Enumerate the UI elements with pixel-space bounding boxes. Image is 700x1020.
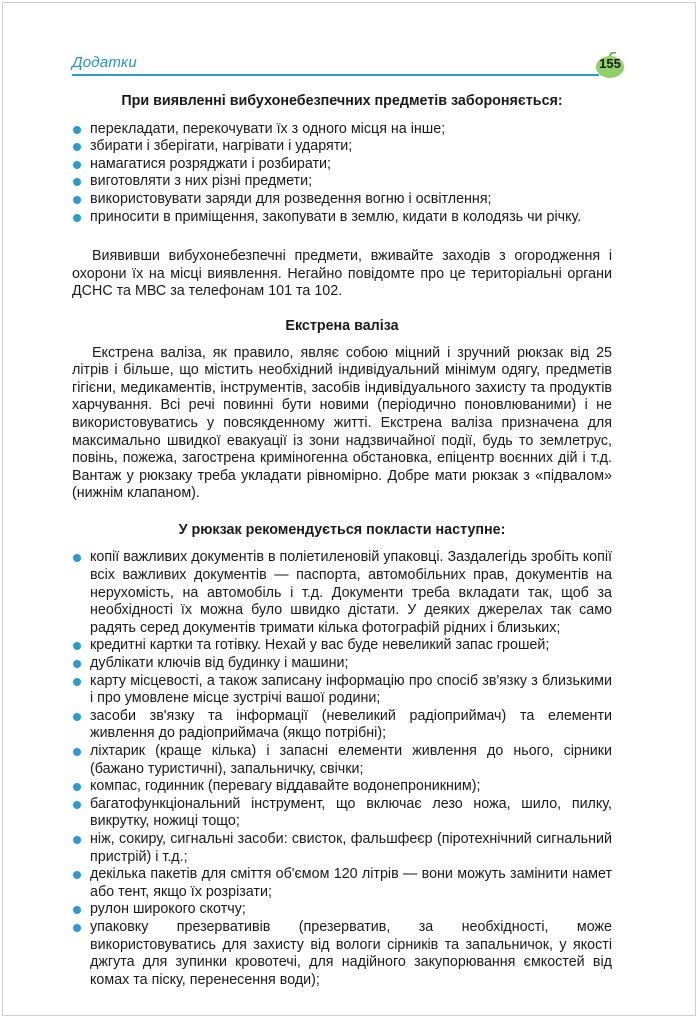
bullet-icon (73, 642, 81, 650)
bullet-icon (73, 748, 81, 756)
list-item: рулон широкого скотчу; (72, 901, 612, 919)
list-item: кредитні картки та готівку. Нехай у вас буде невеликий запас грошей; (72, 637, 612, 655)
bullet-icon (73, 678, 81, 686)
bullet-icon (73, 801, 81, 809)
list-item: ліхтарик (краще кілька) і запасні елементи живлення до нього, сірники (бажано туристичні), запальничку, свічки; (72, 743, 612, 778)
list-item: збирати і зберігати, нагрівати і ударяти; (72, 138, 612, 156)
page-header (72, 52, 625, 78)
list-item: перекладати, перекочувати їх з одного місця на інше; (72, 121, 612, 139)
bullet-icon (73, 924, 81, 932)
section-label: Додатки (72, 54, 137, 71)
bullet-icon (73, 906, 81, 914)
backpack-list (72, 549, 612, 989)
list-item: упаковку презервативів (презерватив, за необхідності, може використовуватись для захисту від вологи сірників та запальничок, у якості джгута для зупинки кровотечі, для надійного закупорювання ємкостей від комах та піску, перенесення води); (72, 919, 612, 989)
bullet-icon (73, 713, 81, 721)
bullet-icon (73, 143, 81, 151)
bullet-icon (73, 871, 81, 879)
bullet-icon (73, 554, 81, 562)
bullet-icon (73, 161, 81, 169)
backpack-heading: У рюкзак рекомендується покласти наступне: (178, 521, 506, 538)
list-item: ніж, сокиру, сигнальні засоби: свисток, фальшфеєр (піротехнічний сигнальний пристрій) і т.д.; (72, 831, 612, 866)
list-item: намагатися розряджати і розбирати; (72, 156, 612, 174)
list-item: копії важливих документів в поліетиленовій упаковці. Заздалегідь зробіть копії всіх важливих документів — паспорта, автомобільних прав, документів на нерухомість, на автомобіль і т.д. Документи треба вкладати так, щоб за необхідності їх можна було швидко дістати. У деяких джерелах так само радять серед документів тримати кілька фотографій рідних і близьких; (72, 549, 612, 637)
bullet-icon (73, 836, 81, 844)
suitcase-heading: Екстрена валіза (285, 317, 399, 334)
header-rule (72, 74, 599, 76)
page-content (72, 93, 612, 989)
page-number: 155 (599, 56, 621, 71)
suitcase-paragraph: Екстрена валіза, як правило, являє собою міцний і зручний рюкзак від 25 літрів і більше, що містить необхідний індивідуальний мінімум одягу, предметів гігієни, медикаментів, інструментів, засобів індивідуального захисту та продуктів харчування. Всі речі повинні бути новими (періодично поновлюваними) і не використовуватись у повсякденному житті. Екстрена валіза призначена для максимально швидкої евакуації із зони надзвичайної події, будь то землетрус, повінь, пожежа, загострена криміногенна обстановка, епіцентр воєнних дій і т.д. Вантаж у рюкзаку треба укладати рівномірно. Добре мати рюкзак з «підвалом» (нижнім клапаном). (72, 344, 612, 502)
list-item: багатофункціональний інструмент, що включає лезо ножа, шило, пилку, викрутку, ножиці тощо; (72, 796, 612, 831)
list-item: виготовляти з них різні предмети; (72, 173, 612, 191)
list-item: карту місцевості, а також записану інформацію про спосіб зв'язку з близькими і про умовлене місце зустрічі вашої родини; (72, 673, 612, 708)
bullet-icon (73, 783, 81, 791)
bullet-icon (73, 196, 81, 204)
list-item: декілька пакетів для сміття об'ємом 120 літрів — вони можуть замінити намет або тент, якщо їх розрізати; (72, 866, 612, 901)
prohibited-heading: При виявленні вибухонебезпечних предметів забороняється: (121, 93, 563, 109)
bullet-icon (73, 660, 81, 668)
page-number-badge (595, 52, 625, 78)
list-item: використовувати заряди для розведення вогню і освітлення; (72, 191, 612, 209)
bullet-icon (73, 178, 81, 186)
bullet-icon (73, 214, 81, 222)
bullet-icon (73, 126, 81, 134)
list-item: засоби зв'язку та інформації (невеликий радіоприймач) та елементи живлення до радіоприймача (якщо потрібні); (72, 708, 612, 743)
prohibited-list (72, 121, 612, 227)
safety-paragraph: Виявивши вибухонебезпечні предмети, вживайте заходів з огородження і охорони їх на місці виявлення. Негайно повідомте про це територіальні органи ДСНС та МВС за телефонам 101 та 102. (72, 248, 612, 300)
list-item: приносити в приміщення, закопувати в землю, кидати в колодязь чи річку. (72, 209, 612, 227)
list-item: компас, годинник (перевагу віддавайте водонепроникним); (72, 778, 612, 796)
list-item: дублікати ключів від будинку і машини; (72, 655, 612, 673)
